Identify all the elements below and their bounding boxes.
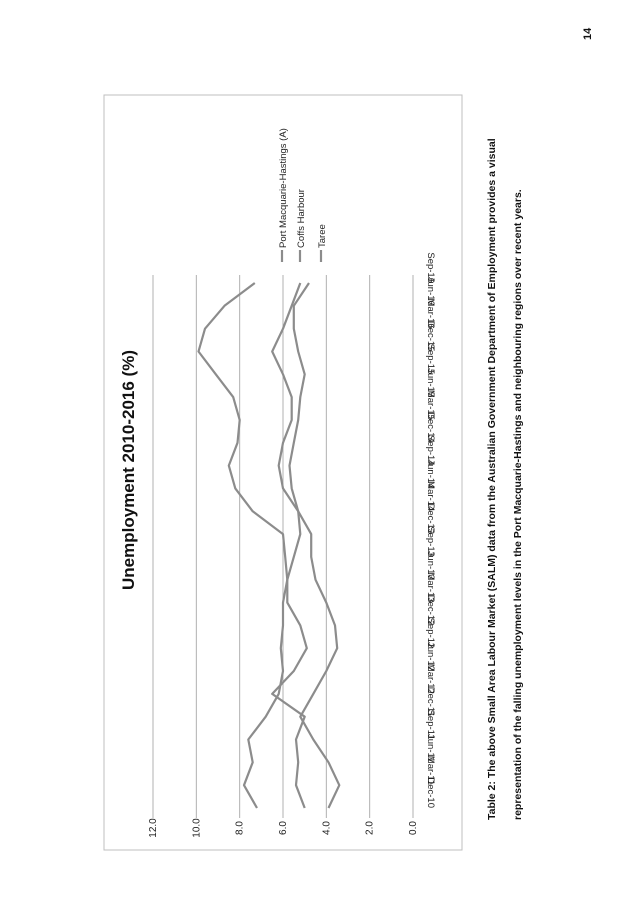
x-tick-label: Mar-13: [425, 572, 436, 603]
x-tick-label: Jun-16: [425, 276, 436, 306]
x-tick-label: Jun-14: [425, 459, 436, 489]
x-tick-label: Sep-15: [425, 343, 436, 375]
y-tick-label: 12.0: [148, 818, 159, 838]
x-tick-label: Dec-14: [425, 412, 436, 443]
x-tick-label: Jun-15: [425, 368, 436, 398]
x-tick-label: Dec-15: [425, 320, 436, 352]
x-tick-label: Jun-12: [425, 641, 436, 672]
x-tick-label: Sep-11: [425, 709, 436, 740]
legend-label: Taree: [317, 224, 328, 248]
x-tick-label: Mar-15: [425, 389, 436, 420]
caption-line-1: Table 2: The above Small Area Labour Market (SALM) data from the Australian Government Department of Employment provides a visual: [486, 138, 498, 820]
y-tick-label: 10.0: [191, 818, 203, 838]
y-tick-label: 4.0: [321, 821, 333, 835]
x-tick-label: Sep-12: [425, 617, 436, 649]
x-tick-label: Dec-10: [425, 777, 436, 808]
chart-title: Unemployment 2010-2016 (%): [119, 350, 138, 590]
caption-line-2: representation of the falling unemployment levels in the Port Macquarie-Hastings and neighbouring regions over recent years.: [512, 189, 524, 820]
x-tick-label: Sep-13: [425, 526, 436, 557]
page-number: 14: [582, 27, 594, 40]
x-tick-label: Mar-16: [425, 298, 436, 329]
x-axis-tick-labels: [425, 252, 436, 808]
legend-label: Coffs Harbour: [296, 189, 307, 248]
x-tick-label: Jun-11: [425, 734, 436, 763]
x-tick-label: Dec-11: [425, 686, 436, 717]
x-tick-label: Mar-14: [425, 481, 436, 512]
x-tick-label: Dec-13: [425, 503, 436, 535]
y-tick-label: 8.0: [234, 821, 246, 835]
y-tick-label: 6.0: [278, 821, 289, 835]
y-tick-label: 2.0: [364, 821, 376, 835]
x-tick-label: Sep-16: [425, 252, 436, 283]
y-tick-label: 0.0: [408, 821, 419, 835]
x-tick-label: Sep-14: [425, 434, 436, 466]
x-tick-label: Jun-13: [425, 550, 436, 580]
x-tick-label: Mar-12: [425, 663, 436, 694]
x-tick-label: Dec-12: [425, 594, 436, 626]
legend-label: Port Macquarie-Hastings (A): [278, 128, 289, 248]
x-tick-label: Mar-11: [425, 755, 436, 786]
